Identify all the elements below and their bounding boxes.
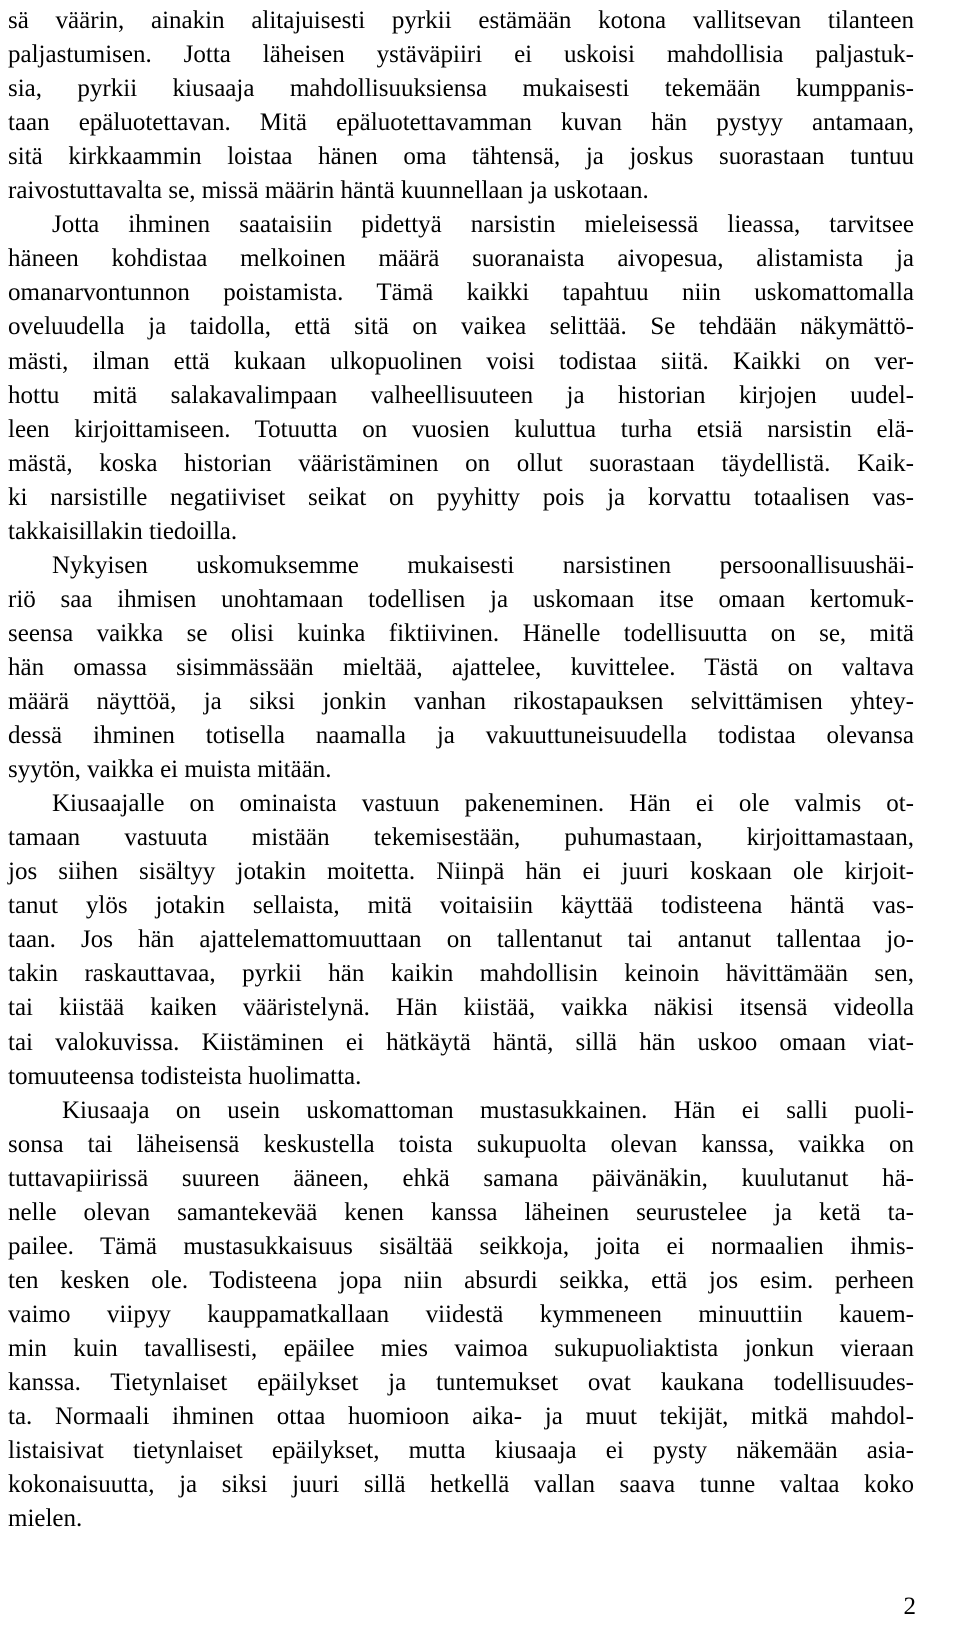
text-line: ta. Normaali ihminen ottaa huomioon aika- ja muut tekijät, mitkä mahdol-: [8, 1403, 914, 1430]
text-line: seensa vaikka se olisi kuinka fiktiivinen. Hänelle todellisuutta on se, mitä: [8, 620, 914, 647]
text-line: omanarvontunnon poistamista. Tämä kaikki tapahtuu niin uskomattomalla: [8, 279, 914, 306]
text-line: dessä ihminen totisella naamalla ja vakuuttuneisuudella todistaa olevansa: [8, 722, 914, 749]
text-line: kanssa. Tietynlaiset epäilykset ja tuntemukset ovat kaukana todellisuudes-: [8, 1369, 914, 1396]
text-line: riö saa ihmisen unohtamaan todellisen ja uskomaan itse omaan kertomuk-: [8, 586, 914, 613]
text-line: hän omassa sisimmässään mieltää, ajattelee, kuvittelee. Tästä on valtava: [8, 654, 914, 681]
text-line: ki narsistille negatiiviset seikat on pyyhitty pois ja korvattu totaalisen vas-: [8, 484, 914, 511]
text-line: taan. Jos hän ajattelemattomuuttaan on tallentanut tai antanut tallentaa jo-: [8, 926, 914, 953]
text-line: häneen kohdistaa melkoinen määrä suoranaista aivopesua, alistamista ja: [8, 245, 914, 272]
text-line: sonsa tai läheisensä keskustella toista sukupuolta olevan kanssa, vaikka on: [8, 1131, 914, 1158]
text-line: vaimo viipyy kauppamatkallaan viidestä kymmeneen minuuttiin kauem-: [8, 1301, 914, 1328]
text-line: tuttavapiirissä suureen ääneen, ehkä samana päivänäkin, kuulutanut hä-: [8, 1165, 914, 1192]
text-line: mästä, koska historian vääristäminen on ollut suorastaan täydellistä. Kaik-: [8, 450, 914, 477]
text-line: Jotta ihminen saataisiin pidettyä narsistin mieleisessä lieassa, tarvitsee: [52, 211, 914, 238]
text-line: taan epäluotettavan. Mitä epäluotettavamman kuvan hän pystyy antamaan,: [8, 109, 914, 136]
text-line: syytön, vaikka ei muista mitään.: [8, 756, 332, 783]
text-line: jos siihen sisältyy jotakin moitetta. Niinpä hän ei juuri koskaan ole kirjoit-: [8, 858, 914, 885]
text-line: mielen.: [8, 1505, 83, 1532]
text-line: tai valokuvissa. Kiistäminen ei hätkäytä häntä, sillä hän uskoo omaan viat-: [8, 1029, 914, 1056]
text-line: listaisivat tietynlaiset epäilykset, mutta kiusaaja ei pysty näkemään asia-: [8, 1437, 914, 1464]
text-line: sitä kirkkaammin loistaa hänen oma tähtensä, ja joskus suorastaan tuntuu: [8, 143, 914, 170]
text-line: Nykyisen uskomuksemme mukaisesti narsistinen persoonallisuushäi-: [52, 552, 914, 579]
text-line: kokonaisuutta, ja siksi juuri sillä hetkellä vallan saava tunne valtaa koko: [8, 1471, 914, 1498]
text-line: leen kirjoittamiseen. Totuutta on vuosien kuluttua turha etsiä narsistin elä-: [8, 416, 914, 443]
text-line: tai kiistää kaiken vääristelynä. Hän kiistää, vaikka näkisi itsensä videolla: [8, 994, 914, 1021]
text-line: takkaisillakin tiedoilla.: [8, 518, 238, 545]
text-line: mästi, ilman että kukaan ulkopuolinen voisi todistaa siitä. Kaikki on ver-: [8, 348, 914, 375]
text-line: sia, pyrkii kiusaaja mahdollisuuksiensa mukaisesti tekemään kumppanis-: [8, 75, 914, 102]
page-number: 2: [903, 1593, 916, 1620]
text-line: tamaan vastuuta mistään tekemisestään, puhumastaan, kirjoittamastaan,: [8, 824, 914, 851]
text-line: Kiusaajalle on ominaista vastuun pakeneminen. Hän ei ole valmis ot-: [52, 790, 914, 817]
text-line: hottu mitä salakavalimpaan valheellisuuteen ja historian kirjojen uudel-: [8, 382, 914, 409]
text-line: min kuin tavallisesti, epäilee mies vaimoa sukupuoliaktista jonkun vieraan: [8, 1335, 914, 1362]
text-line: oveluudella ja taidolla, että sitä on vaikea selittää. Se tehdään näkymättö-: [8, 313, 914, 340]
text-line: tomuuteensa todisteista huolimatta.: [8, 1063, 362, 1090]
text-line: Kiusaaja on usein uskomattoman mustasukkainen. Hän ei salli puoli-: [62, 1097, 914, 1124]
text-line: ten kesken ole. Todisteena jopa niin absurdi seikka, että jos esim. perheen: [8, 1267, 914, 1294]
text-line: raivostuttavalta se, missä määrin häntä kuunnellaan ja uskotaan.: [8, 177, 649, 204]
text-line: nelle olevan samantekevää kenen kanssa läheinen seurustelee ja ketä ta-: [8, 1199, 914, 1226]
text-line: pailee. Tämä mustasukkaisuus sisältää seikkoja, joita ei normaalien ihmis-: [8, 1233, 914, 1260]
text-line: sä väärin, ainakin alitajuisesti pyrkii estämään kotona vallitsevan tilanteen: [8, 7, 914, 34]
text-line: tanut ylös jotakin sellaista, mitä voitaisiin käyttää todisteena häntä vas-: [8, 892, 914, 919]
text-line: määrä näyttöä, ja siksi jonkin vanhan rikostapauksen selvittämisen yhtey-: [8, 688, 914, 715]
text-line: takin raskauttavaa, pyrkii hän kaikin mahdollisin keinoin hävittämään sen,: [8, 960, 914, 987]
text-line: paljastumisen. Jotta läheisen ystäväpiiri ei uskoisi mahdollisia paljastuk-: [8, 41, 914, 68]
